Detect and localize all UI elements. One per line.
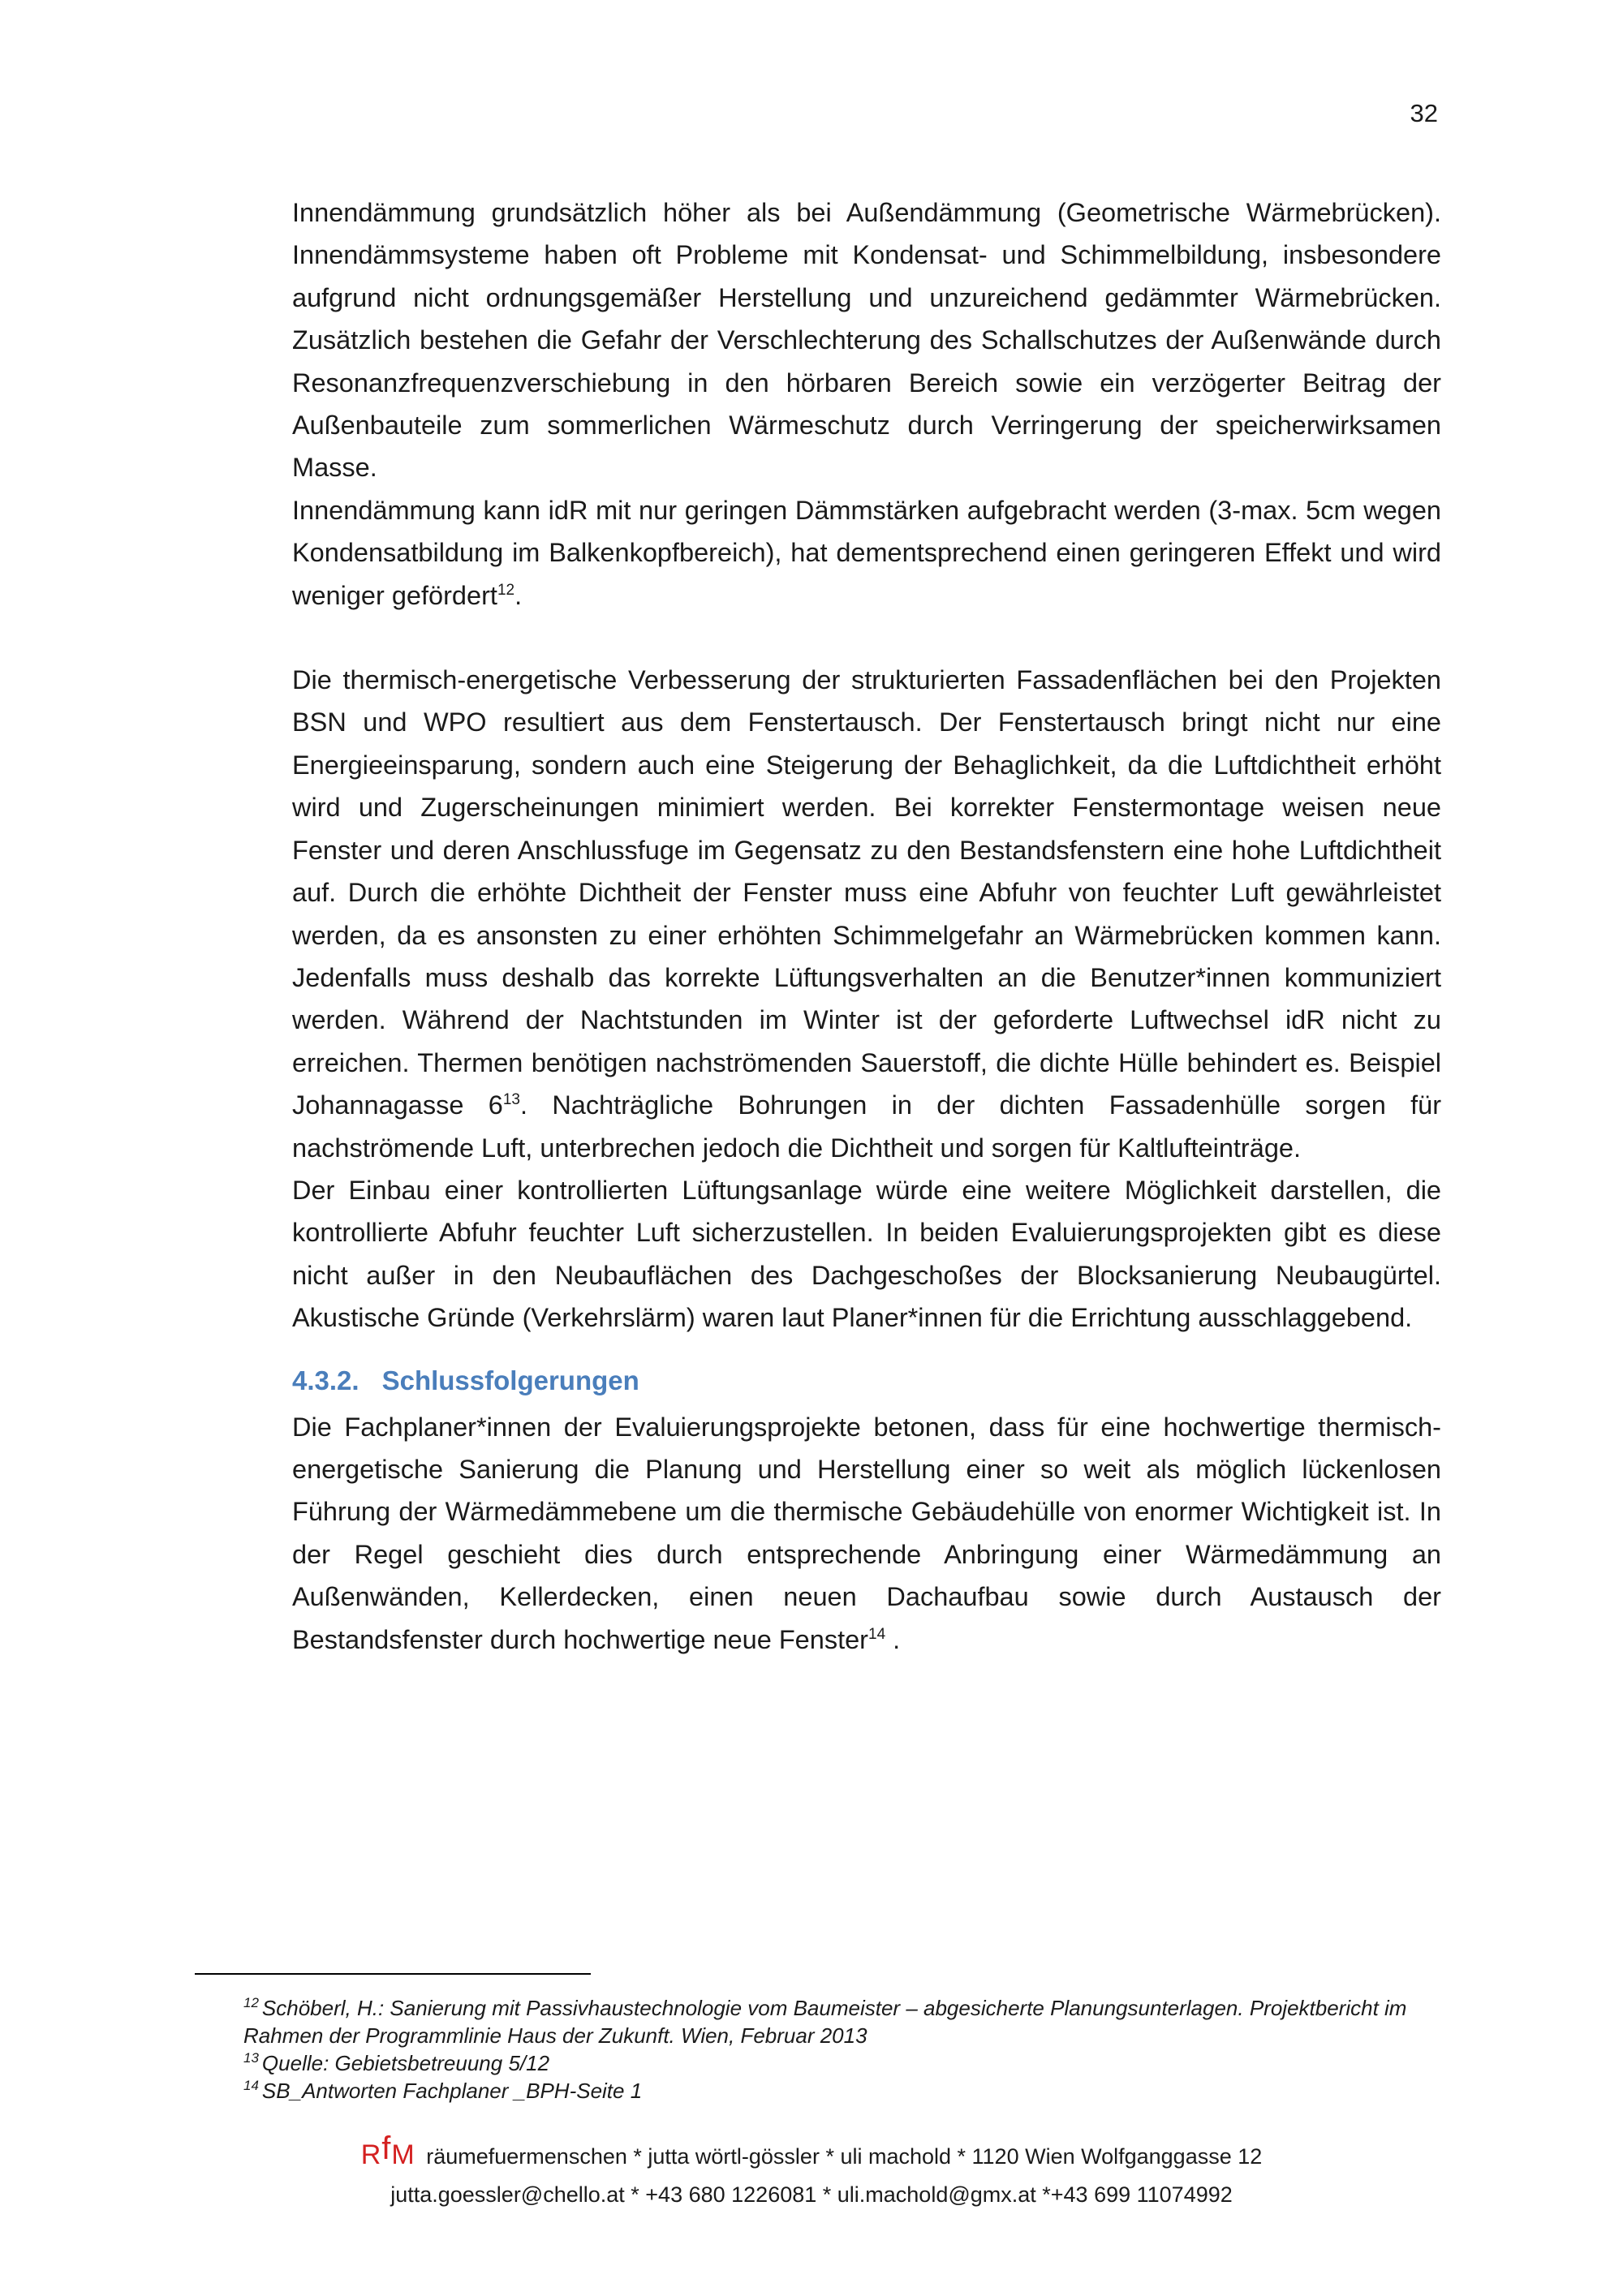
footer-address: RfM räumefuermenschen * jutta wörtl-gössler * uli machold * 1120 Wien Wolfganggasse 12: [360, 2130, 1263, 2170]
paragraph-fenstertausch: Die thermisch-energetische Verbesserung der strukturierten Fassadenflächen bei den Projekten BSN und WPO resultiert aus dem Fenstertausch. Der Fenstertausch bringt nicht nur eine Energieeinsparung, sondern auch eine Steigerung der Behaglichkeit, da die Luftdichtheit erhöht wird und Zugerscheinungen minimiert werden. Bei korrekter Fenstermontage weisen neue Fenster und deren Anschlussfuge im Gegensatz zu den Bestandsfenstern eine hohe Luftdichtheit auf. Durch die erhöhte Dichtheit der Fenster muss eine Abfuhr von feuchter Luft gewährleistet werden, da es ansonsten zu einer erhöhten Schimmelgefahr an Wärmebrücken kommen kann. Jedenfalls muss deshalb das korrekte Lüftungsverhalten an die Benutzer*innen kommuniziert werden. Während der Nachtstunden im Winter ist der geforderte Luftwechsel idR nicht zu erreichen. Thermen benötigen nachströmenden Sauerstoff, die dichte Hülle behindert es. Beispiel Johannagasse $6^{13}$. Nachträgliche Bohrungen in der dichten Fassadenhülle sorgen für nachströmende Luft, unterbrechen jedoch die Dichtheit und sorgen für Kaltlufteinträge.: [292, 665, 1442, 1163]
footnote-ref-14[interactable]: 14: [868, 1625, 886, 1643]
footnote-ref-13[interactable]: 13: [502, 1091, 520, 1109]
rfm-logo: RfM: [360, 2130, 415, 2170]
section-number: 4.3.2.: [292, 1365, 359, 1395]
footnote-12: $^{12}$ Schöberl, H.: Sanierung mit Passivhaustechnologie vom Baumeister – abgesicherte Planungsunterlagen. Projektbericht im Rahmen der Programmlinie Haus der Zukunft. Wien, Februar 2013: [243, 1995, 1407, 2048]
page-number: 32: [1410, 99, 1438, 127]
document-body: [292, 191, 1441, 1661]
footnote-13: $^{13}$ Quelle: Gebietsbetreuung 5/12: [243, 2050, 550, 2075]
footnote-ref-12[interactable]: 12: [497, 581, 515, 599]
paragraph-schlussfolgerungen: Die Fachplaner*innen der Evaluierungsprojekte betonen, dass für eine hochwertige thermisch-energetische Sanierung die Planung und Herstellung einer so weit als möglich lückenlosen Führung der Wärmedämmebene um die thermische Gebäudehülle von enormer Wichtigkeit ist. In der Regel geschieht dies durch entsprechende Anbringung einer Wärmedämmung an Außenwänden, Kellerdecken, einen neuen Dachaufbau sowie durch Austausch der Bestandsfenster durch hochwertige neue Fenster$^{14}$ .: [292, 1412, 1441, 1654]
footnotes: [243, 1994, 1444, 2105]
footnote-separator: [195, 1973, 591, 1975]
section-title: Schlussfolgerungen: [381, 1365, 639, 1395]
footnote-14: $^{14}$ SB_Antworten Fachplaner _BPH-Seite 1: [243, 2078, 643, 2103]
paragraph-innendaemmung: Innendämmung grundsätzlich höher als bei Außendämmung (Geometrische Wärmebrücken). Innendämmsysteme haben oft Probleme mit Kondensat- und Schimmelbildung, insbesondere aufgrund nicht ordnungsgemäßer Herstellung und unzureichend gedämmter Wärmebrücken. Zusätzlich bestehen die Gefahr der Verschlechterung des Schallschutzes der Außenwände durch Resonanzfrequenzverschiebung in den hörbaren Bereich sowie ein verzögerter Beitrag der Außenbauteile zum sommerlichen Wärmeschutz durch Verringerung der speicherwirksamen Masse.: [292, 198, 1441, 483]
paragraph-lueftungsanlage: Der Einbau einer kontrollierten Lüftungsanlage würde eine weitere Möglichkeit darstellen, die kontrollierte Abfuhr feuchter Luft sicherzustellen. In beiden Evaluierungsprojekten gibt es diese nicht außer in den Neubauflächen des Dachgeschoßes der Blocksanierung Neubaugürtel. Akustische Gründe (Verkehrslärm) waren laut Planer*innen für die Errichtung ausschlaggebend.: [292, 1175, 1441, 1333]
section-heading: [292, 1361, 1441, 1401]
footer-contact: jutta.goessler@chello.at * +43 680 1226081 * uli.machold@gmx.at *+43 699 11074992: [390, 2182, 1233, 2207]
paragraph-daemmstaerken: Innendämmung kann idR mit nur geringen Dämmstärken aufgebracht werden (3-max. 5cm wegen Kondensatbildung im Balkenkopfbereich), hat dementsprechend einen geringeren Effekt und wird weniger gefördert$^{12}$.: [292, 495, 1441, 610]
